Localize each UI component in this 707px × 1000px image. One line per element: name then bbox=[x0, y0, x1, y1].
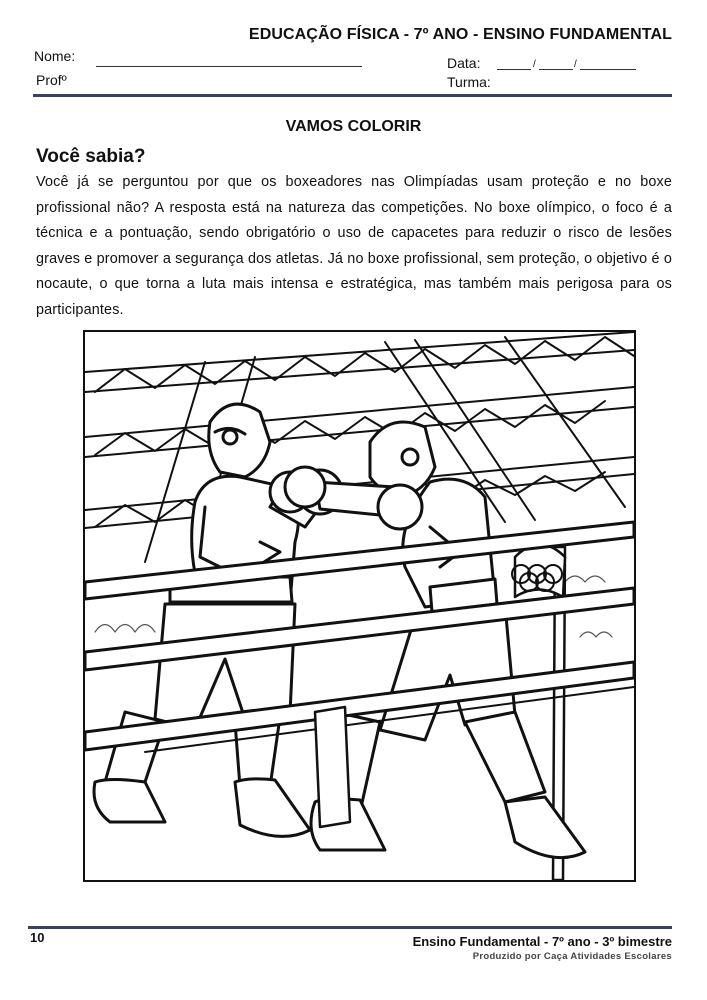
page-number: 10 bbox=[30, 930, 45, 945]
date-separator-1: / bbox=[533, 59, 536, 70]
date-separator-2: / bbox=[574, 59, 577, 70]
activity-title: VAMOS COLORIR bbox=[285, 118, 422, 135]
date-month-line[interactable] bbox=[539, 69, 573, 70]
footer-grade-info: Ensino Fundamental - 7º ano - 3º bimestre bbox=[412, 934, 672, 949]
turma-label: Turma: bbox=[447, 74, 491, 90]
prof-label: Profº bbox=[36, 72, 67, 88]
info-paragraph: Você já se perguntou por que os boxeadores nas Olimpíadas usam proteção e no boxe profissional não? A resposta está na natureza das competições. No boxe olímpico, o foco é a técnica e a pontuação, sendo obrigatório o uso de capacetes para reduzir o risco de lesões graves e promover a segurança dos atletas. Já no boxe profissional, sem proteção, o objetivo é o nocaute, o que torna a luta mais intensa e estratégica, mas também mais perigosa para os participantes. bbox=[36, 174, 672, 318]
nome-label: Nome: bbox=[34, 48, 76, 64]
footer-credit: Produzido por Caça Atividades Escolares bbox=[472, 951, 672, 962]
data-label: Data: bbox=[447, 55, 481, 71]
date-year-line[interactable] bbox=[580, 69, 636, 70]
did-you-know-heading: Você sabia? bbox=[36, 146, 146, 167]
nome-line[interactable] bbox=[96, 66, 362, 67]
corner-towel bbox=[315, 707, 350, 827]
arena-trusses bbox=[85, 332, 634, 562]
header-divider bbox=[33, 94, 672, 97]
footer-divider bbox=[28, 926, 672, 929]
boxing-coloring-illustration bbox=[83, 330, 636, 882]
page-header-title: EDUCAÇÃO FÍSICA - 7º ANO - ENSINO FUNDAMENTAL bbox=[248, 26, 672, 43]
date-day-line[interactable] bbox=[497, 69, 531, 70]
